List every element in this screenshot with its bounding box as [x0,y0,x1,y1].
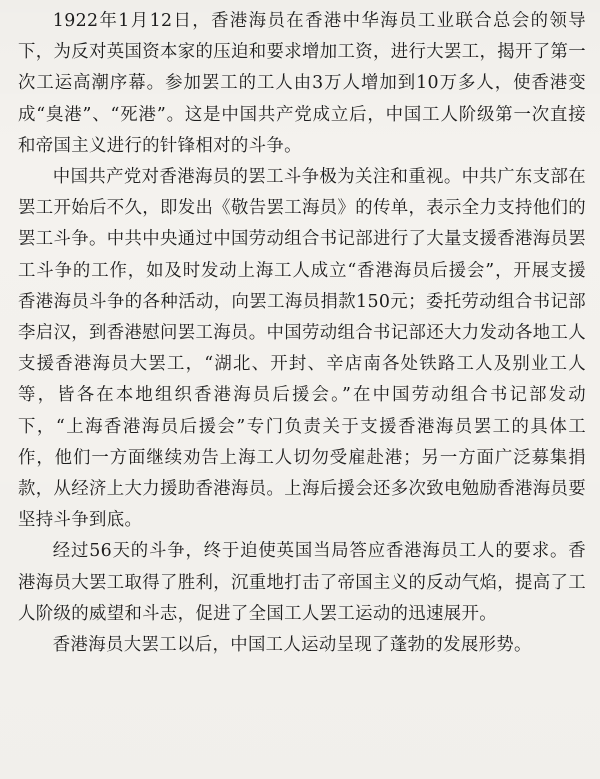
paragraph-party-support: 中国共产党对香港海员的罢工斗争极为关注和重视。中共广东支部在罢工开始后不久，即发出《敬告罢工海员》的传单，表示全力支持他们的罢工斗争。中共中央通过中国劳动组合书记部进行了大量支援香港海员罢工斗争的工作，如及时发动上海工人成立“香港海员后援会”，开展支援香港海员斗争的各种活动，向罢工海员捐款150元；委托劳动组合书记部李启汉，到香港慰问罢工海员。中国劳动组合书记部还大力发动各地工人支援香港海员大罢工，“湖北、开封、辛店南各处铁路工人及别业工人等，皆各在本地组织香港海员后援会。”在中国劳动组合书记部发动下，“上海香港海员后援会”专门负责关于支援香港海员罢工的具体工作，他们一方面继续劝告上海工人切勿受雇赴港；另一方面广泛募集捐款，从经济上大力援助香港海员。上海后援会还多次致电勉励香港海员要坚持斗争到底。 [18,167,586,531]
paragraph-movement-development: 香港海员大罢工以后，中国工人运动呈现了蓬勃的发展形势。 [52,635,532,656]
paragraph-seamen-strike: 1922年1月12日，香港海员在香港中华海员工业联合总会的领导下，为反对英国资本家的压迫和要求增加工资，进行大罢工，揭开了第一次工运高潮序幕。参加罢工的工人由3万人增加到10万多人，使香港变成“臭港”、“死港”。这是中国共产党成立后，中国工人阶级第一次直接和帝国主义进行的针锋相对的斗争。 [18,11,586,156]
paragraph-strike-victory: 经过56天的斗争，终于迫使英国当局答应香港海员工人的要求。香港海员大罢工取得了胜利，沉重地打击了帝国主义的反动气焰，提高了工人阶级的威望和斗志，促进了全国工人罢工运动的迅速展开。 [18,541,586,624]
